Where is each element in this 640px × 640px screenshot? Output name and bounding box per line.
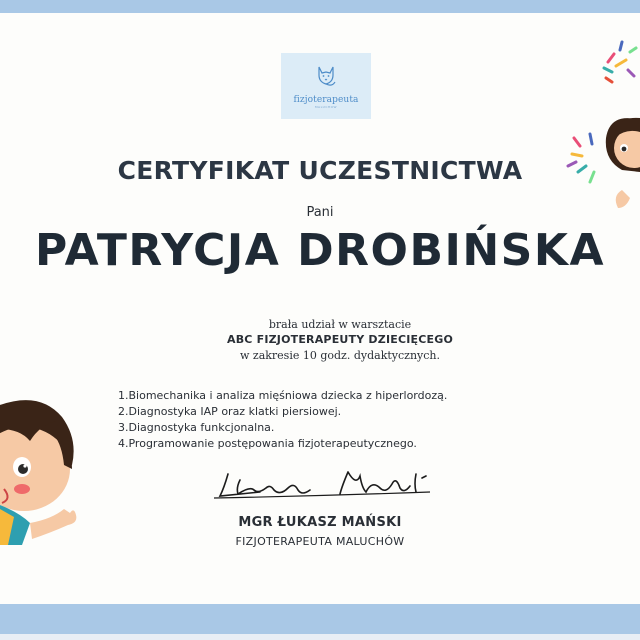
scope-text: w zakresie 10 godz. dydaktycznych. (239, 349, 440, 362)
logo-subtext: MALUCHOW (314, 105, 338, 109)
workshop-name: ABC FIZJOTERAPEUTY DZIECIĘCEGO (227, 333, 453, 346)
topics-list (118, 388, 538, 452)
top-border (0, 0, 640, 13)
topic-item: 2.Diagnostyka IAP oraz klatki piersiowej. (118, 405, 342, 418)
topic-item: 4.Programowanie postępowania fizjoterapeutycznego. (118, 437, 417, 450)
fox-icon (313, 63, 339, 93)
bottom-border-edge (0, 634, 640, 640)
topic-item: 1.Biomechanika i analiza mięśniowa dziecka z hiperlordozą. (118, 389, 448, 402)
participant-name: PATRYCJA DROBIŃSKA (34, 225, 606, 276)
salutation: Pani (306, 205, 334, 220)
participation-text: brała udział w warsztacie (268, 318, 412, 331)
topic-item: 3.Diagnostyka funkcjonalna. (118, 421, 275, 434)
kid-illustration-right (560, 20, 640, 220)
logo (281, 53, 371, 119)
handwritten-signature (210, 466, 440, 506)
signer-role: FIZJOTERAPEUTA MALUCHÓW (235, 535, 405, 548)
certificate-title: CERTYFIKAT UCZESTNICTWA (117, 156, 523, 185)
logo-text: fizjoterapeuta (293, 95, 359, 105)
signer-name: MGR ŁUKASZ MAŃSKI (238, 515, 402, 530)
